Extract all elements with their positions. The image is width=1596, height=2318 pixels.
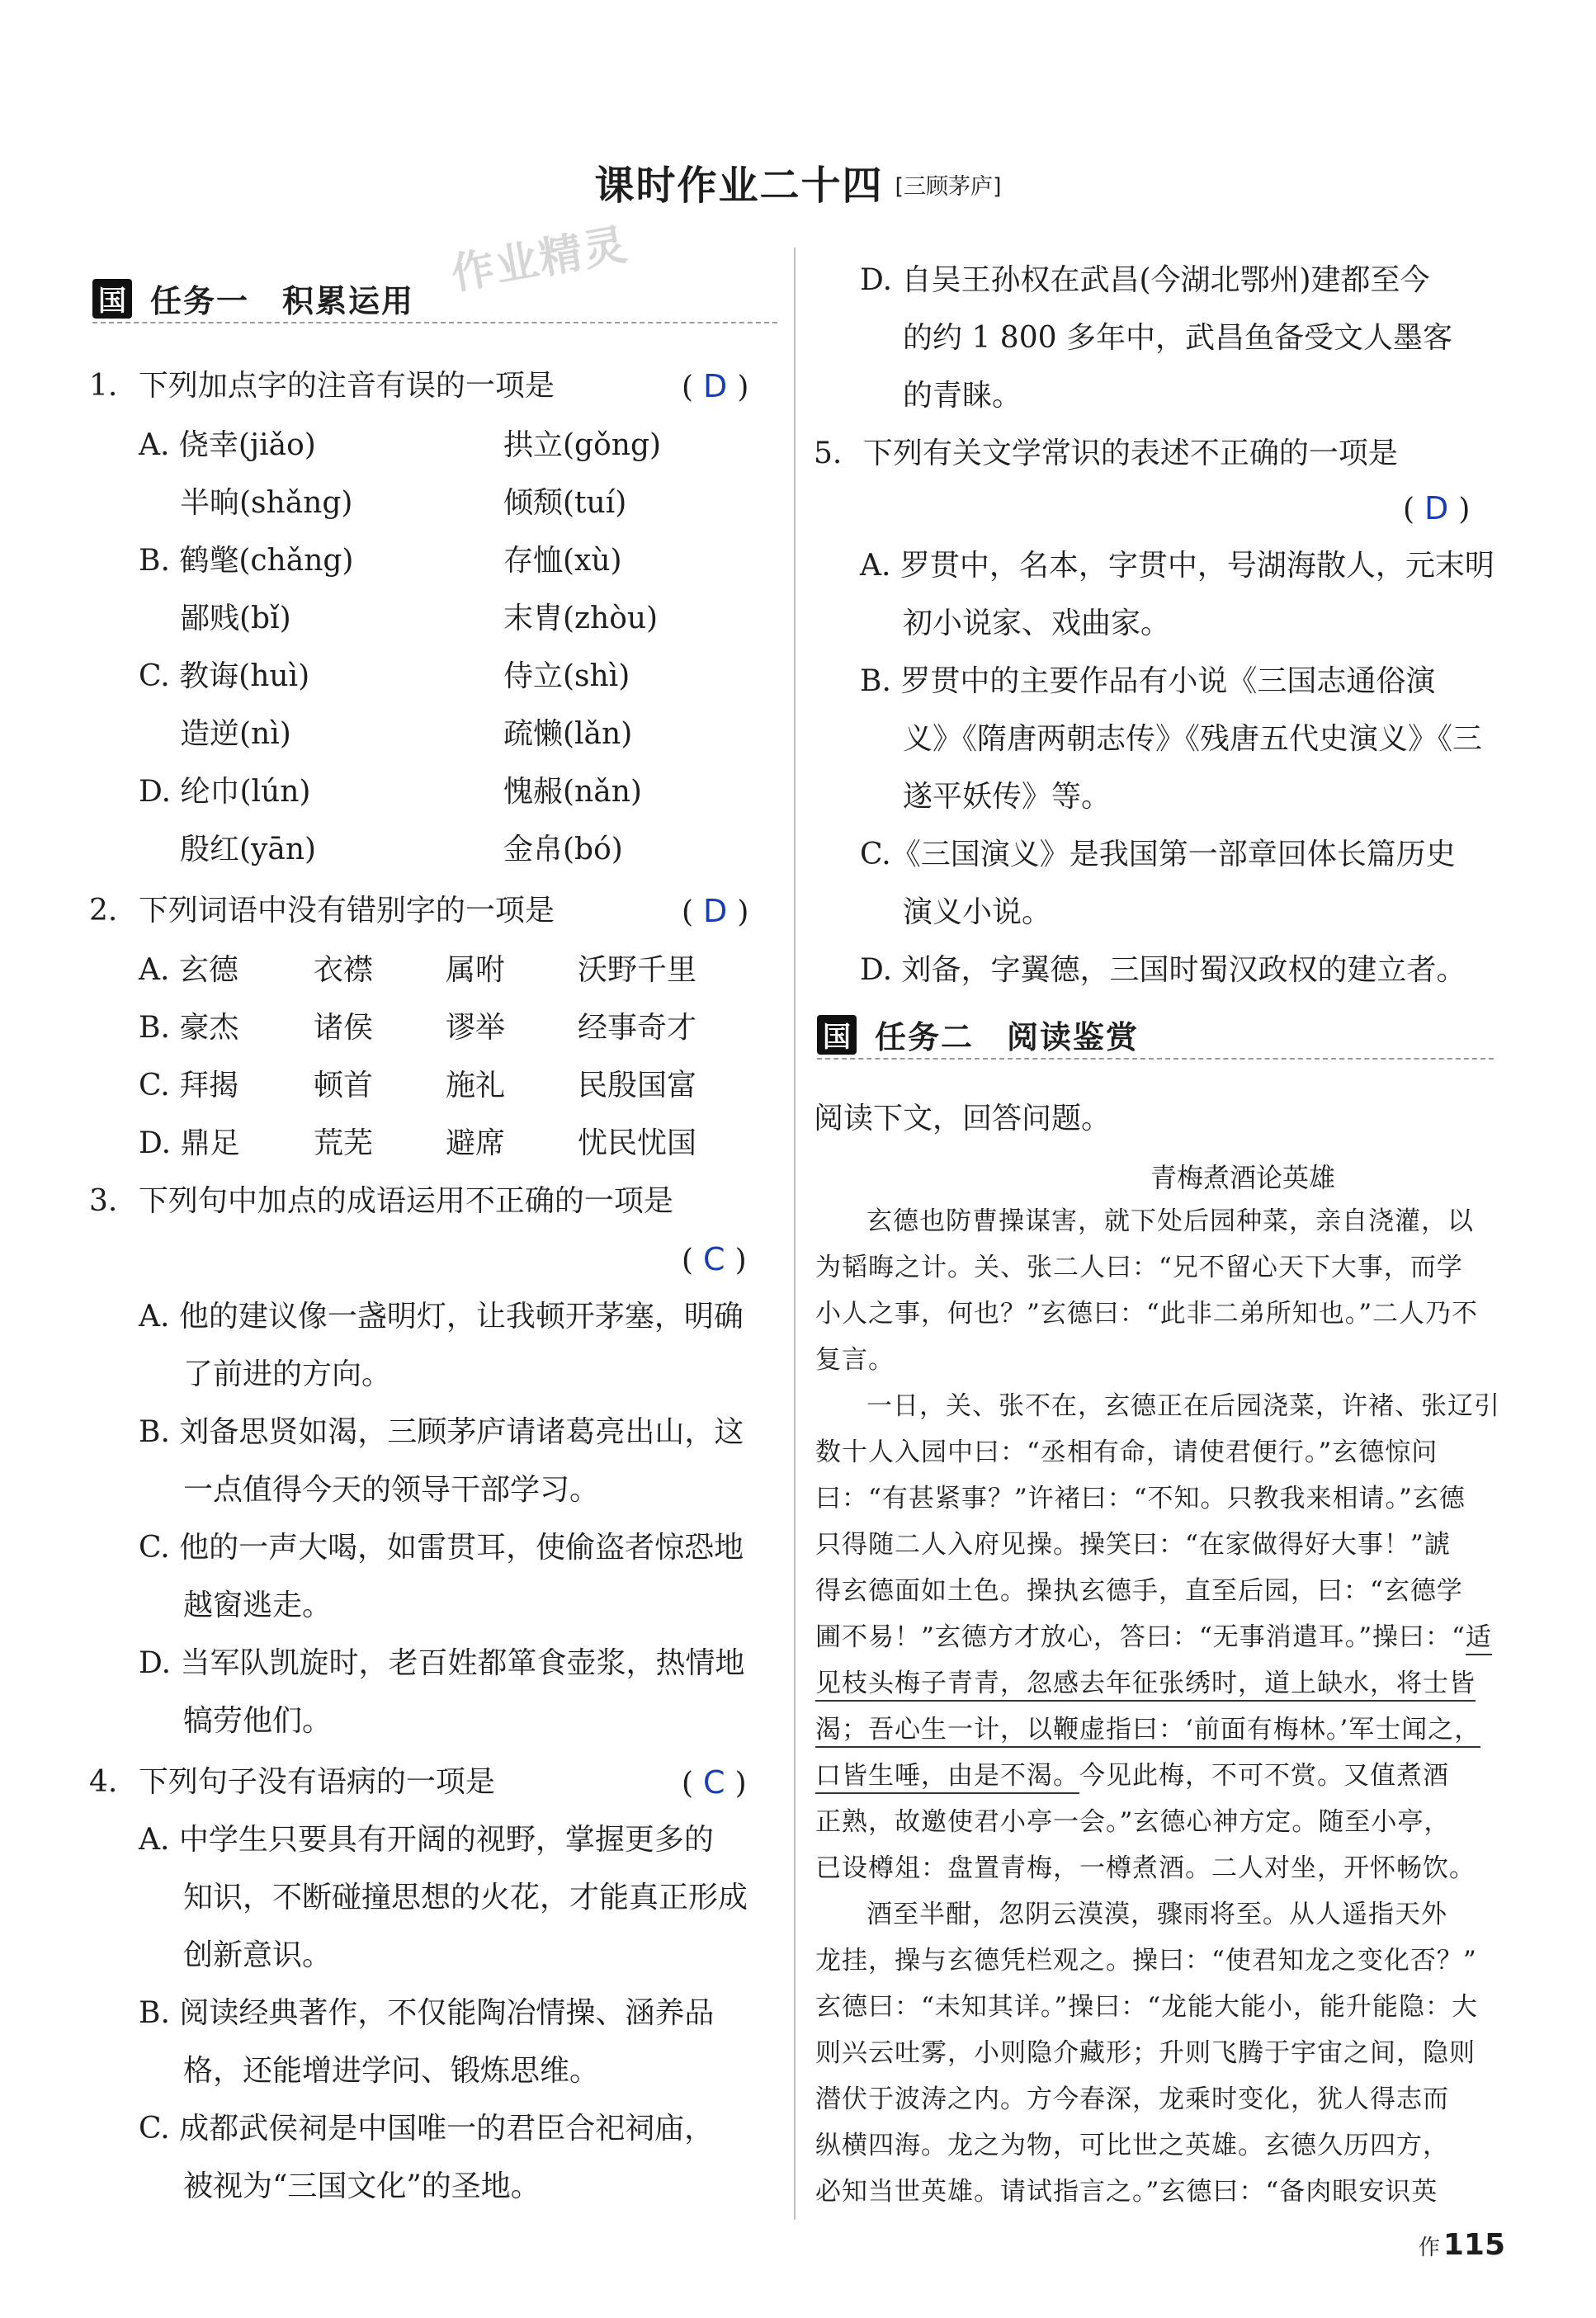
passage-line: [815, 1713, 1480, 1746]
q5-line: 演义小说。: [903, 895, 1052, 929]
q1-option-c4: 疏懒(lǎn): [503, 717, 633, 751]
question-stem: 下列加点字的注音有误的一项是: [138, 369, 555, 403]
page-header: [0, 153, 1596, 210]
q1-option-a3: 半晌(shǎng): [180, 486, 353, 520]
page-subtitle: [三顾茅庐]: [895, 174, 1002, 200]
q2-cell: 属咐: [446, 953, 506, 987]
q4-line: A. 中学生只要具有开阔的视野，掌握更多的: [139, 1823, 714, 1857]
q1-option-c1: C. 教诲(huì): [139, 659, 310, 693]
passage-line: 则兴云吐雾，小则隐介藏形；升则飞腾于宇宙之间，隐则: [815, 2038, 1476, 2068]
q2-cell: 忧民忧国: [578, 1126, 697, 1160]
q5-line: 义》《隋唐两朝志传》《残唐五代史演义》《三: [903, 722, 1483, 756]
question-number: 2.: [89, 894, 118, 928]
q2-cell: 顿首: [314, 1069, 374, 1102]
question-stem: 下列有关文学常识的表述不正确的一项是: [862, 437, 1398, 470]
answer-1: ( D ): [682, 368, 749, 404]
passage-line: 正熟，故邀使君小亭一会。”玄德心神方定。随至小亭，: [815, 1807, 1451, 1837]
question-number: 3.: [89, 1184, 118, 1218]
passage-line: 纵横四海。龙之为物，可比世之英雄。玄德久历四方，: [815, 2131, 1449, 2160]
q3-line: D. 当军队凯旋时，老百姓都箪食壶浆，热情地: [139, 1646, 745, 1680]
passage-line: 得玄德面如土色。操执玄德手，直至后园，曰：“玄德学: [815, 1576, 1463, 1606]
q2-cell: B. 豪杰: [139, 1011, 239, 1045]
passage-line: 酒至半酣，忽阴云漠漠，骤雨将至。从人遥指天外: [866, 1900, 1447, 1929]
question-number: 4.: [89, 1765, 118, 1799]
q2-cell: C. 拜揭: [139, 1069, 239, 1102]
passage-line: 潜伏于波涛之内。方今春深，龙乘时变化，犹人得志而: [815, 2084, 1449, 2114]
reading-intro: 阅读下文，回答问题。: [814, 1102, 1112, 1135]
passage-line: 玄德曰：“未知其详。”操曰：“龙能大能小，能升能隐：大: [815, 1992, 1479, 2022]
passage-line: [815, 1759, 1449, 1792]
q5-line: 初小说家、戏曲家。: [903, 607, 1171, 640]
section-icon: 国: [817, 1015, 857, 1055]
underlined-segment: 渴；吾心生一计，以鞭虚指曰：‘前面有梅林。’军士闻之，: [815, 1715, 1480, 1748]
passage-segment: 圃不易！”玄德方才放心，答曰：“无事消遣耳。”操曰：“: [815, 1622, 1466, 1652]
page-number: [1419, 2228, 1505, 2262]
q2-cell: 施礼: [446, 1069, 506, 1102]
answer-2: ( D ): [682, 893, 749, 929]
underlined-segment: 见枝头梅子青青，忽感去年征张绣时，道上缺水，将士皆: [815, 1669, 1476, 1702]
q3-line: 了前进的方向。: [183, 1357, 392, 1391]
section-rule: [817, 1058, 1494, 1060]
q3-line: 越窗逃走。: [183, 1589, 333, 1622]
q4-line: 的约 1 800 多年中，武昌鱼备受文人墨客: [903, 321, 1452, 355]
answer-value: C: [703, 1241, 725, 1277]
passage-line: 已设樽俎：盘置青梅，一樽煮酒。二人对坐，开怀畅饮。: [815, 1853, 1476, 1883]
passage-line: 曰：“有甚紧事？”许褚曰：“不知。只教我来相请。”玄德: [815, 1484, 1466, 1513]
section-rule: [92, 322, 777, 323]
q2-cell: A. 玄德: [139, 953, 238, 987]
page-number-value: 115: [1443, 2228, 1505, 2262]
q1-option-d2: 愧赧(nǎn): [503, 775, 642, 809]
passage-line: 数十人入园中曰：“丞相有命，请使君便行。”玄德惊问: [815, 1438, 1438, 1467]
page-title: 课时作业二十四: [594, 163, 884, 209]
q2-cell: 衣襟: [314, 953, 374, 987]
q2-cell: 沃野千里: [578, 953, 697, 987]
q2-cell: 民殷国富: [578, 1069, 697, 1102]
passage-line: 小人之事，何也？”玄德曰：“此非二弟所知也。”二人乃不: [815, 1299, 1479, 1329]
passage-line: 必知当世英雄。请试指言之。”玄德曰：“备肉眼安识英: [815, 2177, 1438, 2207]
q1-option-b3: 鄙贱(bǐ): [180, 602, 291, 635]
q4-line: 创新意识。: [183, 1938, 333, 1972]
q1-option-d3: 殷红(yān): [180, 833, 317, 866]
q2-cell: 避席: [446, 1126, 506, 1160]
q1-option-c2: 侍立(shì): [503, 659, 630, 693]
q1-option-d4: 金帛(bó): [503, 833, 623, 866]
q1-option-d1: D. 纶巾(lún): [139, 775, 311, 809]
q3-line: 一点值得今天的领导干部学习。: [183, 1473, 600, 1507]
q2-cell: 诸侯: [314, 1011, 374, 1045]
q3-line: A. 他的建议像一盏明灯，让我顿开茅塞，明确: [139, 1300, 744, 1334]
answer-value: D: [703, 893, 728, 929]
question-number: 5.: [814, 437, 843, 470]
q2-cell: 谬举: [446, 1011, 506, 1045]
q1-option-b2: 存恤(xù): [503, 544, 622, 578]
answer-3: ( C ): [682, 1241, 747, 1277]
passage-line: [815, 1621, 1492, 1654]
answer-5: ( D ): [1403, 490, 1471, 526]
passage-line: 一日，关、张不在，玄德正在后园浇菜，许褚、张辽引: [866, 1391, 1500, 1421]
question-4: [89, 1766, 495, 1799]
q5-line: B. 罗贯中的主要作品有小说《三国志通俗演: [860, 664, 1436, 698]
q5-line: 遂平妖传》等。: [903, 780, 1112, 814]
q4-line: C. 成都武侯祠是中国唯一的君臣合祀祠庙，: [139, 2112, 715, 2146]
passage-line: [815, 1667, 1476, 1700]
underlined-segment: 适: [1466, 1622, 1492, 1655]
q4-line: B. 阅读经典著作，不仅能陶冶情操、涵养品: [139, 1996, 715, 2030]
q4-line: 知识，不断碰撞思想的火花，才能真正形成: [183, 1881, 748, 1914]
question-5: [814, 437, 1398, 470]
q5-line: D. 刘备，字翼德，三国时蜀汉政权的建立者。: [860, 953, 1466, 987]
q3-line: B. 刘备思贤如渴，三顾茅庐请诸葛亮出山，这: [139, 1415, 744, 1449]
question-2: [89, 895, 555, 928]
q3-line: 犒劳他们。: [183, 1704, 333, 1738]
answer-4: ( C ): [682, 1764, 747, 1801]
q1-option-a2: 拱立(gǒng): [503, 428, 662, 462]
question-3: [89, 1185, 673, 1218]
column-divider: [794, 248, 796, 2220]
passage-segment: 今见此梅，不可不赏。又值煮酒: [1079, 1761, 1449, 1791]
question-stem: 下列句中加点的成语运用不正确的一项是: [138, 1184, 673, 1218]
section-title: 任务一 积累运用: [150, 283, 415, 319]
answer-value: C: [703, 1764, 725, 1801]
question-1: [89, 370, 555, 403]
passage-line: 只得随二人入府见操。操笑曰：“在家做得好大事！”諕: [815, 1530, 1451, 1560]
q2-cell: D. 鼎足: [139, 1126, 240, 1160]
question-stem: 下列句子没有语病的一项是: [138, 1765, 495, 1799]
underlined-segment: 口皆生唾，由是不渴。: [815, 1761, 1079, 1794]
q1-option-c3: 造逆(nì): [180, 717, 291, 751]
answer-value: D: [703, 368, 728, 404]
section-heading-2: [817, 1012, 1139, 1057]
q1-option-a4: 倾颓(tuí): [503, 486, 627, 520]
q1-option-b1: B. 鹤氅(chǎng): [139, 544, 354, 578]
q4-line: D. 自吴王孙权在武昌(今湖北鄂州)建都至今: [860, 263, 1430, 297]
passage-line: 龙挂，操与玄德凭栏观之。操曰：“使君知龙之变化否？”: [815, 1946, 1477, 1976]
section-heading-1: [92, 276, 414, 321]
q2-cell: 经事奇才: [578, 1011, 697, 1045]
q5-line: C.《三国演义》是我国第一部章回体长篇历史: [860, 838, 1456, 871]
section-icon: 国: [92, 279, 132, 319]
question-number: 1.: [89, 369, 118, 403]
q1-option-b4: 末胄(zhòu): [503, 602, 659, 635]
passage-line: 玄德也防曹操谋害，就下处后园种菜，亲自浇灌，以: [866, 1206, 1474, 1236]
q4-line: 的青睐。: [903, 379, 1022, 413]
passage-line: 复言。: [815, 1345, 895, 1375]
q1-option-a1: A. 侥幸(jiǎo): [139, 428, 316, 462]
question-stem: 下列词语中没有错别字的一项是: [138, 894, 555, 928]
passage-line: 为韬晦之计。关、张二人曰：“兄不留心天下大事，而学: [815, 1253, 1463, 1282]
q4-line: 被视为“三国文化”的圣地。: [183, 2169, 541, 2203]
watermark: 作业精灵: [447, 220, 632, 300]
q4-line: 格，还能增进学问、锻炼思维。: [183, 2054, 600, 2088]
section-title: 任务二 阅读鉴赏: [875, 1019, 1140, 1055]
q5-line: A. 罗贯中，名本，字贯中，号湖海散人，元末明: [860, 549, 1494, 583]
q3-line: C. 他的一声大喝，如雷贯耳，使偷盗者惊恐地: [139, 1531, 744, 1565]
answer-value: D: [1424, 490, 1449, 526]
q2-cell: 荒芜: [314, 1126, 374, 1160]
page-prefix: 作: [1418, 2235, 1440, 2260]
reading-title: 青梅煮酒论英雄: [1150, 1162, 1335, 1193]
